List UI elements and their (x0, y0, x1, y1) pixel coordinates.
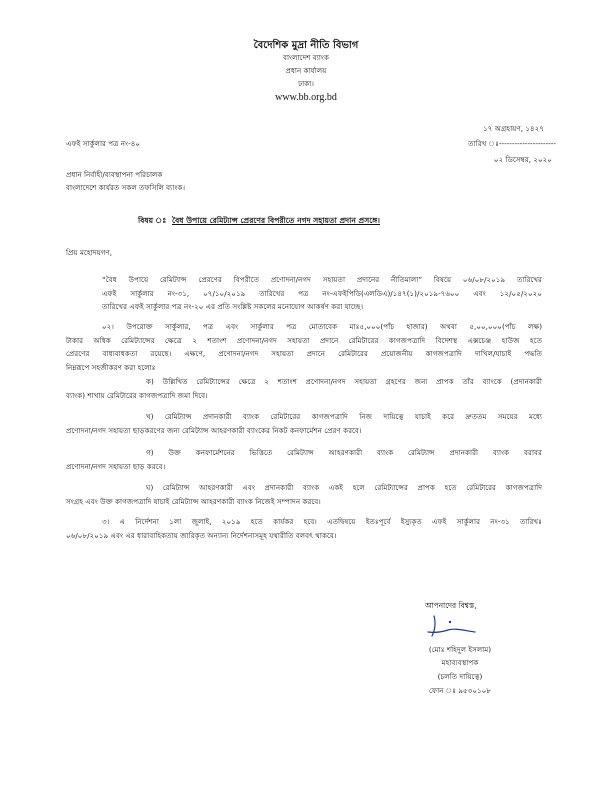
list-item-line: ঘ) রেমিট্যান্স আহরণকারী এবং প্রদানকারী ব্যাংক একই হলে রেমিট্যান্সের প্রাপক হতে রেমিটারের কাগজপত্রাদি (146, 483, 542, 492)
date-label: তারিখ ঃ---------------------- (468, 139, 556, 148)
recipient-line-2: বাংলাদেশে কার্যরত সকল তফসিলি ব্যাংক। (66, 183, 186, 192)
paragraph-2-line: নিম্নরূপে সহজীকরণ করা হলোঃ (66, 362, 156, 372)
signatory-name: (মোঃ শহিদুল ইসলাম) (428, 645, 492, 654)
date-bengali: ১৭ অগ্রহায়ণ, ১৪২৭ (483, 124, 544, 133)
list-item (66, 375, 542, 402)
salutation: প্রিয় মহোদয়গণ, (66, 248, 113, 257)
list-item-line: খ) রেমিট্যান্স প্রদানকারী ব্যাংক রেমিটারের কাগজপত্রাদি নিজ দায়িত্বে যাচাই করে দ্রুততম সময়ের মধ্যে (146, 412, 542, 421)
paragraph-1-line: তারিখের এফই সার্কুলার পত্র নং-২০ এর প্রতি সংশ্লিষ্ট সকলের মনোযোগ আকর্ষণ করা যাচ্ছে। (102, 302, 364, 311)
paragraph-2-line: টাকার অধিক রেমিট্যান্সের ক্ষেত্রে ২ শতাংশ প্রণোদনা/নগদ সহায়তা প্রদানে রেমিটারের কাগজপত্রাদি বিদেশস্থ এক্সচেঞ্জ হাউজ হতে (66, 335, 542, 345)
date-english: ০২ ডিসেম্বর, ২০২০ (493, 155, 552, 164)
recipient-line-1: প্রধান নির্বাহী/ব্যবস্থাপনা পরিচালক (66, 170, 163, 179)
list-item-line: ক) উল্লিখিত রেমিট্যান্সের ক্ষেত্রে ২ শতাংশ প্রণোদনা/নগদ সহায়তা গ্রহণের জন্য প্রাপক তাঁর ব্যাংকে (প্রদানকারী (146, 377, 542, 386)
subject-label: বিষয় ঃ (138, 216, 167, 225)
office-name: প্রধান কার্যালয় (285, 66, 327, 75)
city-name: ঢাকা। (298, 79, 314, 88)
list-item-line: প্রণোদনা/নগদ সহায়তা ছাড় করবে। (66, 461, 166, 471)
paragraph-1-line: “বৈধ উপায়ে রেমিট্যান্স প্রেরণের বিপরীতে প্রণোদনা/নগদ সহায়তা প্রদানের নীতিমালা” বিষয়ে ০৬/০৮/২০১৯ তারিখের (102, 275, 542, 284)
department-name: বৈদেশিক মুদ্রা নীতি বিভাগ (253, 40, 359, 51)
closing-yours: আপনাদের বিশ্বস্ত, (425, 601, 477, 610)
paragraph-3 (66, 515, 542, 542)
signatory-charge: (চলতি দায়িত্বে) (437, 672, 483, 681)
paragraph-2-line: প্রেরণের বাধ্যবাধকতা রয়েছে। এক্ষণে, প্রণোদনা/নগদ সহায়তা প্রদানে রেমিটারের প্রয়োজনীয় কাগজপত্রাদি দাখিল/যাচাই পদ্ধতি (66, 349, 542, 358)
list-item-line: গ) উক্ত কনফার্মেশনের ভিত্তিতে রেমিট্যান্স আহরণকারী ব্যাংক রেমিট্যান্স প্রদানকারী ব্যাংক বরাবর (146, 448, 542, 457)
list-item-line: সংগ্রহ এবং উক্ত কাগজপত্রাদি যাচাই রেমিট্যান্স আহরণকারী ব্যাংক নিজেই সম্পাদন করবে। (66, 496, 321, 506)
paragraph-3-line: ০৬/০৮/২০১৯ এবং এর ধারাবাহিকতায় জারিকৃত অন্যান্য নির্দেশনাসমূহ যথারীতি বলবৎ থাকবে। (66, 530, 337, 540)
website-link[interactable]: www.bb.org.bd (275, 92, 337, 103)
paragraph-2 (66, 320, 542, 374)
signature (420, 612, 490, 640)
list-item (66, 410, 542, 437)
list-item-line: প্রণোদনা/নগদ সহায়তা ছাড়করণের জন্য রেমিট্যান্স আহরণকারী ব্যাংকের নিকট কনফার্মেশন প্রেরণ করবে। (66, 425, 362, 435)
paragraph-2-line: ০২। উপরোক্ত সার্কুলার, পত্র এবং সার্কুলার পত্র মোতাবেক মাঃ৫,০০০(পাঁচ হাজার) অথবা ৫,০০,০০০(পাঁচ লক্ষ) (102, 322, 542, 331)
paragraph-1 (66, 273, 542, 314)
signatory-phone: ফোন ঃ ৯৫৩০১০৮ (428, 686, 492, 695)
circular-number: এফই সার্কুলার পত্র নং-৪০ (66, 139, 141, 148)
paragraph-3-line: ৩। এ নির্দেশনা ১লা জুলাই, ২০১৯ হতে কার্যকর হবে। এতদ্বিষয়ে ইতঃপূর্বে ইস্যুকৃত এফই সার্কুলার নং-৩১ তারিখঃ (102, 517, 542, 526)
paragraph-1-line: এফই সার্কুলার নং-৩১, ০৭/১০/২০১৯ তারিখের পত্র নং-এফইপিডি(এলডিএ)/১৪৭(১)/২০১৯-৭৬০০ এবং ১২/০৫/২০২০ (102, 288, 542, 298)
signatory-designation: মহাব্যবস্থাপক (441, 658, 479, 667)
subject-text: বৈধ উপায়ে রেমিট্যান্স প্রেরণের বিপরীতে নগদ সহায়তা প্রদান প্রসঙ্গে। (172, 216, 381, 225)
list-item-line: ব্যাংক) শাখায় রেমিটারের কাগজপত্রাদি জমা দিবে। (66, 390, 208, 400)
list-item (66, 446, 542, 473)
list-item (66, 481, 542, 508)
bank-name: বাংলাদেশ ব্যাংক (282, 53, 330, 62)
